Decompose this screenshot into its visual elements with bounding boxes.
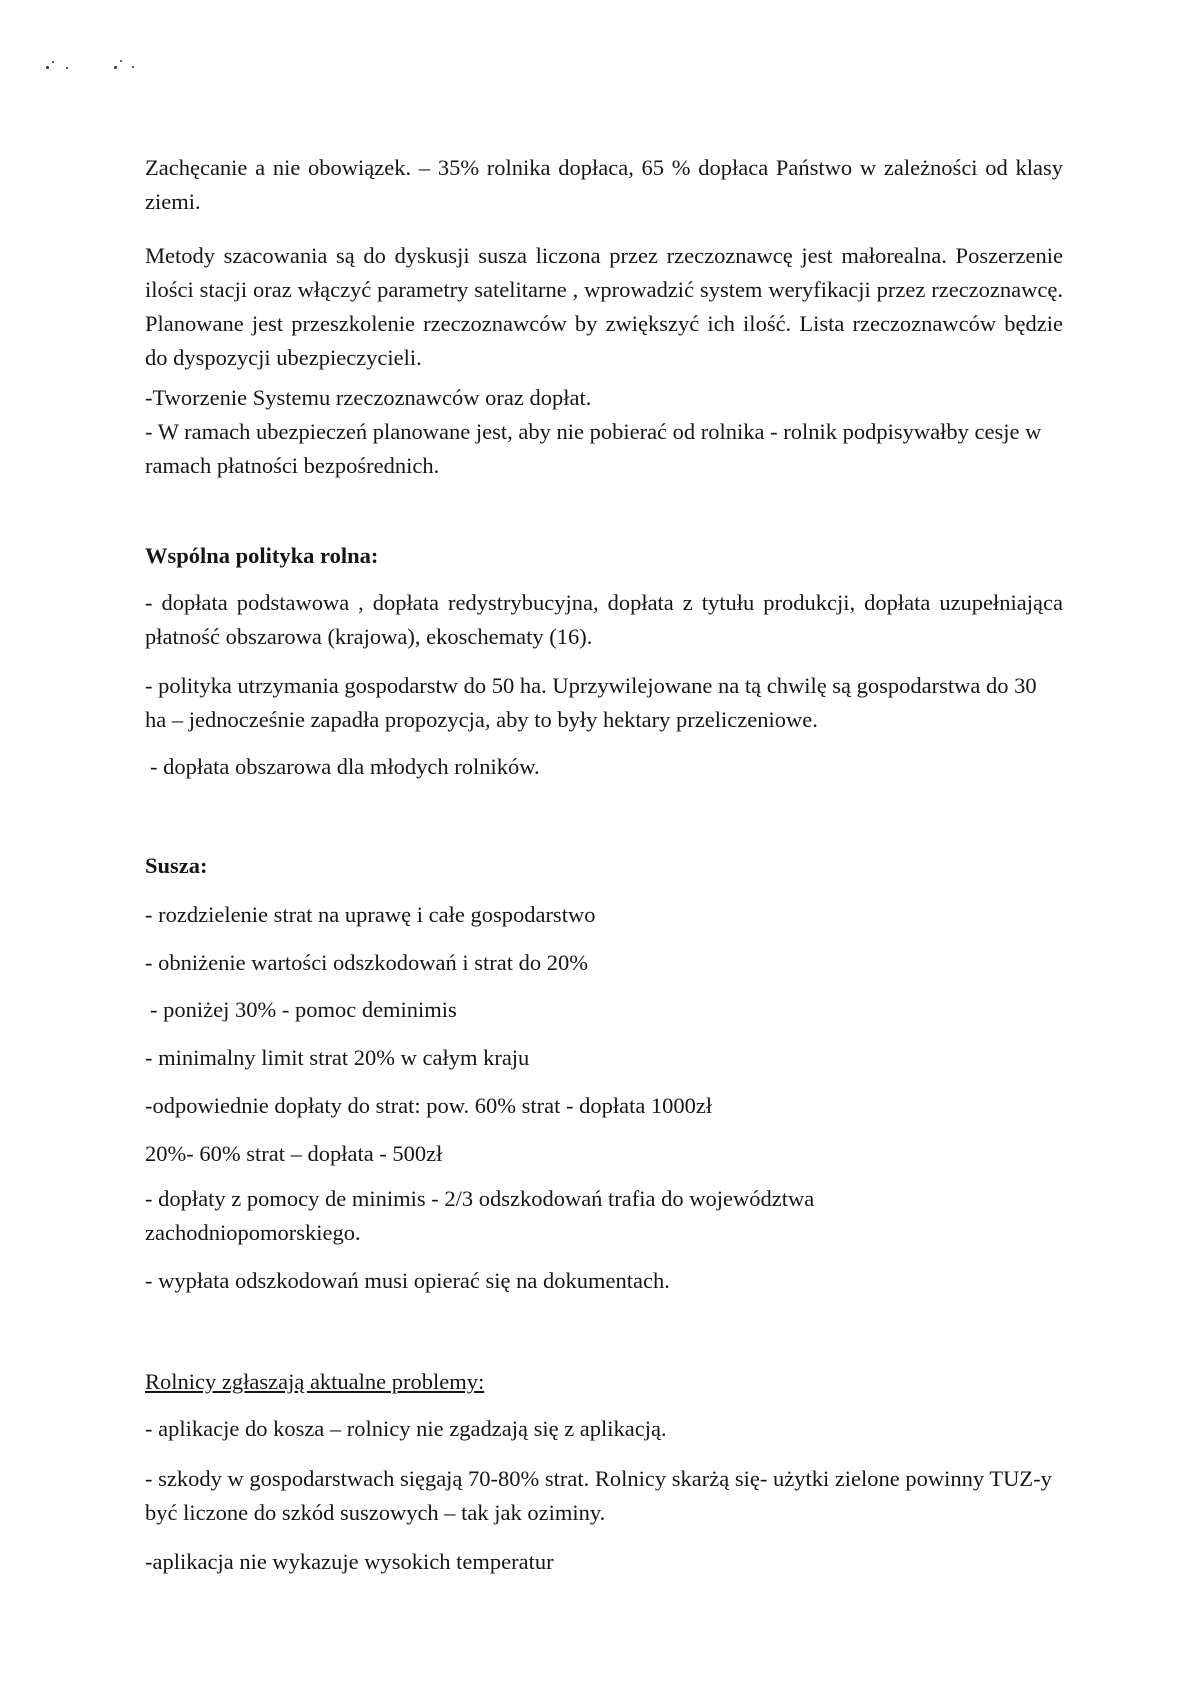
intro-paragraph-4: - W ramach ubezpieczeń planowane jest, aby nie pobierać od rolnika - rolnik podpisywałby cesje w ramach płatności bezpośrednich. <box>145 419 1042 478</box>
list-item: - wypłata odszkodowań musi opierać się na dokumentach. <box>145 1268 670 1293</box>
intro-paragraph-2: Metody szacowania są do dyskusji susza liczona przez rzeczoznawcę jest małorealna. Poszerzenie ilości stacji oraz włączyć parametry satelitarne , wprowadzić system weryfikacji przez rzeczoznawcę. Planowane jest przeszkolenie rzeczoznawców by zwiększyć ich ilość. Lista rzeczoznawców będzie do dyspozycji ubezpieczycieli. <box>145 243 1063 370</box>
list-item: - obniżenie wartości odszkodowań i strat do 20% <box>145 950 589 975</box>
scan-speck <box>132 66 134 68</box>
scan-speck <box>120 60 122 62</box>
list-item: - rozdzielenie strat na uprawę i całe gospodarstwo <box>145 902 596 927</box>
section-heading-wpr: Wspólna polityka rolna: <box>145 543 379 568</box>
intro-paragraph-3: -Tworzenie Systemu rzeczoznawców oraz dopłat. <box>145 385 592 410</box>
list-item: -odpowiednie dopłaty do strat: pow. 60% strat - dopłata 1000zł <box>145 1093 713 1118</box>
list-item: -aplikacja nie wykazuje wysokich temperatur <box>145 1549 554 1574</box>
scan-speck <box>52 61 54 63</box>
list-item: - dopłata podstawowa , dopłata redystrybucyjna, dopłata z tytułu produkcji, dopłata uzupełniająca płatność obszarowa (krajowa), ekoschematy (16). <box>145 590 1063 649</box>
list-item: - polityka utrzymania gospodarstw do 50 ha. Uprzywilejowane na tą chwilę są gospodarstwa do 30 ha – jednocześnie zapadła propozycja, aby to były hektary przeliczeniowe. <box>145 673 1037 732</box>
scan-speck <box>66 67 68 69</box>
list-item: - poniżej 30% - pomoc deminimis <box>150 997 457 1022</box>
section-heading-susza: Susza: <box>145 853 208 878</box>
scan-speck <box>46 66 49 69</box>
list-item: 20%- 60% strat – dopłata - 500zł <box>145 1141 443 1166</box>
scan-speck <box>114 66 117 69</box>
list-item: - dopłaty z pomocy de minimis - 2/3 odszkodowań trafia do województwa zachodniopomorskiego. <box>145 1186 815 1245</box>
section-heading-rolnicy: Rolnicy zgłaszają aktualne problemy: <box>145 1369 485 1394</box>
list-item: - aplikacje do kosza – rolnicy nie zgadzają się z aplikacją. <box>145 1416 667 1441</box>
list-item: - dopłata obszarowa dla młodych rolników. <box>150 754 540 779</box>
list-item: - szkody w gospodarstwach sięgają 70-80% strat. Rolnicy skarżą się- użytki zielone powinny TUZ-y być liczone do szkód suszowych – tak jak oziminy. <box>145 1466 1052 1525</box>
intro-paragraph-1: Zachęcanie a nie obowiązek. – 35% rolnika dopłaca, 65 % dopłaca Państwo w zależności od klasy ziemi. <box>145 155 1063 214</box>
list-item: - minimalny limit strat 20% w całym kraju <box>145 1045 530 1070</box>
